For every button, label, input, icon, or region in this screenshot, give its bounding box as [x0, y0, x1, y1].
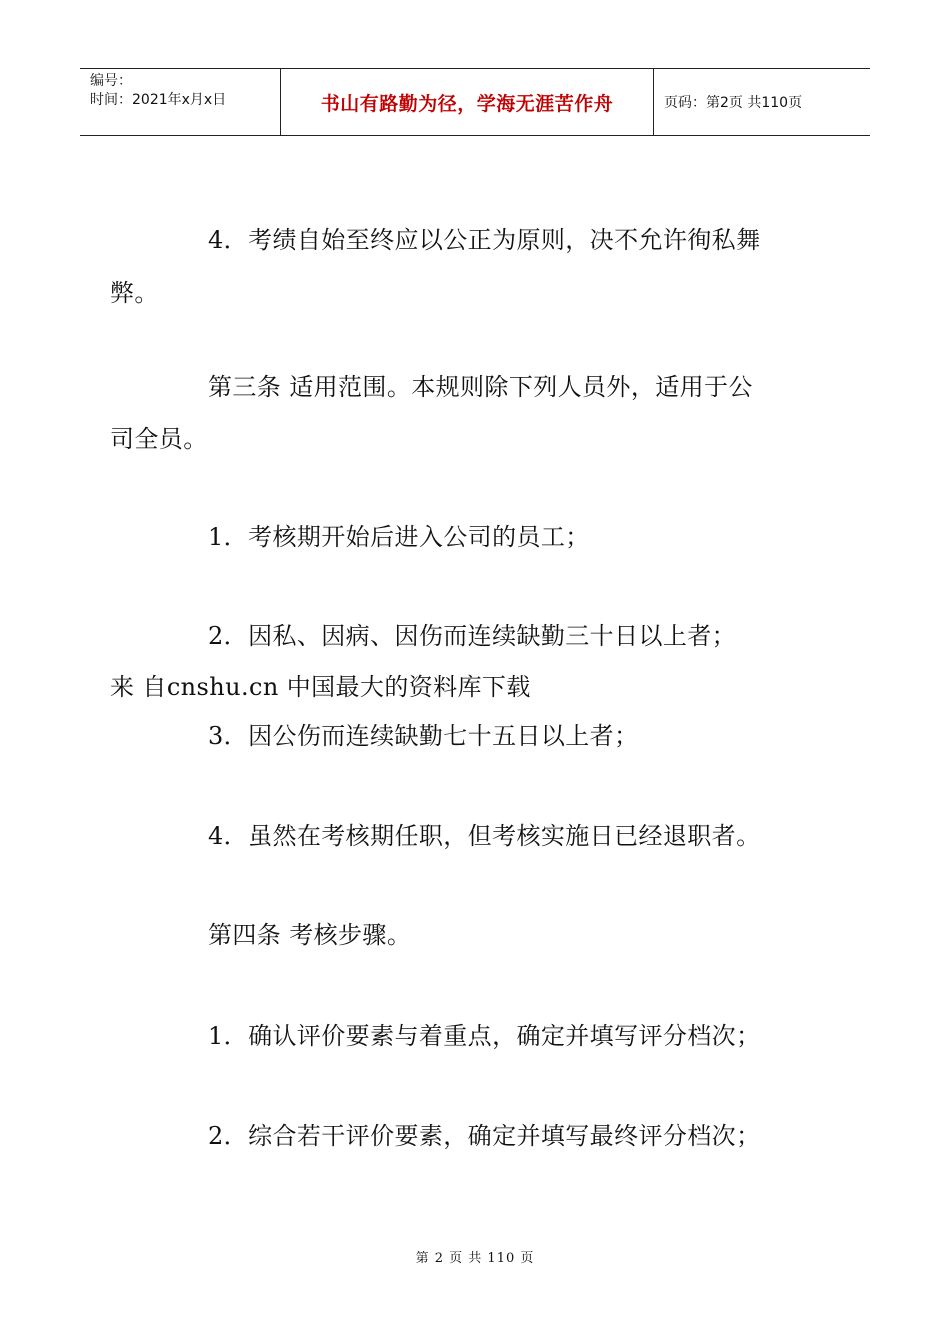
section-heading: 第三条 适用范围。本规则除下列人员外，适用于公	[208, 373, 753, 401]
list-item: 4．虽然在考核期任职，但考核实施日已经退职者。	[208, 822, 761, 850]
time-label: 时间：2021年x月x日	[90, 92, 227, 108]
list-item: 1．确认评价要素与着重点，确定并填写评分档次；	[208, 1022, 761, 1050]
page-footer: 第 2 页 共 110 页	[415, 1251, 535, 1266]
list-item: 3．因公伤而连续缺勤七十五日以上者；	[208, 722, 639, 750]
list-item: 2．因私、因病、因伤而连续缺勤三十日以上者；	[208, 622, 737, 650]
header-meta	[80, 69, 281, 135]
page-header	[80, 68, 870, 136]
list-item: 2．综合若干评价要素，确定并填写最终评分档次；	[208, 1122, 761, 1150]
body-line: 司全员。	[110, 425, 208, 453]
header-page-info: 页码：第2页 共110页	[664, 95, 803, 111]
list-item: 1．考核期开始后进入公司的员工；	[208, 523, 590, 551]
body-line: 弊。	[110, 279, 159, 307]
header-motto: 书山有路勤为径，学海无涯苦作舟	[281, 69, 654, 135]
number-label: 编号：	[90, 73, 132, 89]
body-line: 4．考绩自始至终应以公正为原则，决不允许徇私舞	[208, 226, 761, 254]
source-note: 来 自cnshu.cn 中国最大的资料库下载	[110, 673, 531, 701]
section-heading: 第四条 考核步骤。	[208, 921, 412, 949]
